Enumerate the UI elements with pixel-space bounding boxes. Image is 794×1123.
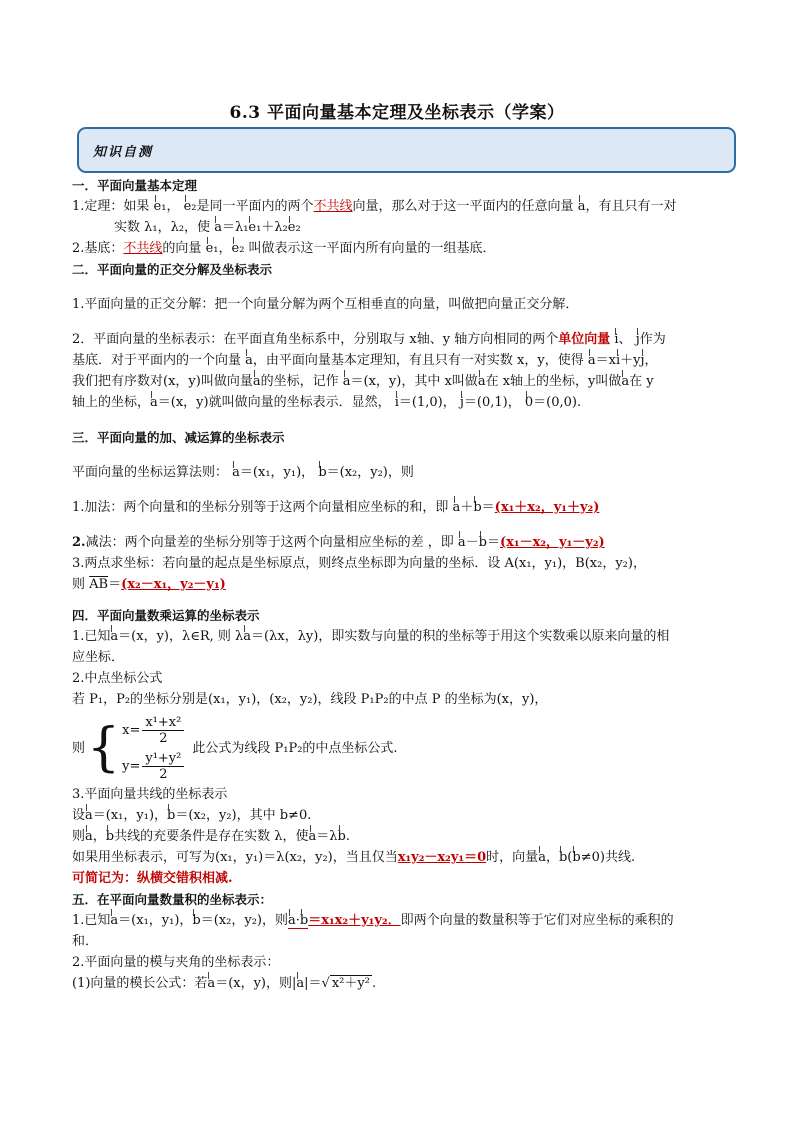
answer-collinear: x₁y₂－x₂y₁＝0 (397, 850, 487, 865)
s5-para-1: 1.已知a＝(x₁，y₁)，b＝(x₂，y₂)，则a·b＝x₁x₂＋y₁y₂．即两个向量的数量积等于它们对应坐标的乘积的 (72, 910, 722, 931)
section-5-heading: 五．在平面向量数量积的坐标表示： (72, 892, 273, 907)
vector-a: a (309, 826, 317, 847)
vector-b: b (106, 826, 114, 847)
vector-a: a (588, 350, 596, 371)
vector-a: a (85, 826, 93, 847)
section-3-heading: 三．平面向量的加、减运算的坐标表示 (72, 430, 285, 445)
vector-a: a (578, 196, 586, 217)
vector-a: a (232, 462, 240, 483)
vector-j: j (636, 329, 640, 350)
highlight-unit-vector: 单位向量 (558, 332, 611, 347)
s2-para-2: 2．平面向量的坐标表示：在平面直角坐标系中，分别取与 x轴、y 轴方向相同的两个单位向量 i、 j作为 (72, 329, 722, 350)
s4-collinear-condition: 则a，b共线的充要条件是存在实数 λ，使a＝λb. (72, 826, 722, 847)
midpoint-formula: 则 { x= $\frac{\text{x¹+x²}}{2}$ y= $\frac{\text{y¹+y²}}{2}$ 此公式为线段 P₁P₂的中点坐标公式. (72, 712, 722, 784)
s4-collinear-setup: 设a＝(x₁，y₁)，b＝(x₂，y₂)，其中 b≠0. (72, 805, 722, 826)
vector-b: b (318, 462, 326, 483)
content-body (72, 175, 722, 994)
s2-para-4: 我们把有序数对(x，y)叫做向量a的坐标，记作 a＝(x，y)，其中 x叫做a在 x轴上的坐标，y叫做a在 y (72, 371, 722, 392)
vector-a: a (296, 973, 304, 994)
vector-b: b (192, 910, 200, 931)
vector-zero: 0 (525, 392, 533, 413)
s4-para-1-cont: 应坐标． (72, 650, 125, 665)
vector-a: a (110, 626, 118, 647)
vector-e1: e₁ (154, 196, 167, 217)
s1-line-1: 1.定理：如果 e₁， e₂是同一平面内的两个不共线向量，那么对于这一平面内的任意向量 a，有且只有一对 (72, 196, 722, 217)
s3-addition: 1.加法：两个向量和的坐标分别等于这两个向量相应坐标的和，即 a＋b＝(x₁＋x₂，y₁＋y₂) (72, 497, 722, 518)
vector-a: a (207, 973, 215, 994)
vector-b: b (167, 805, 175, 826)
s2-para-5: 轴上的坐标，a＝(x，y)就叫做向量的坐标表示．显然， i＝(1,0)， j＝(0,1)， 0＝(0,0). (72, 392, 722, 413)
vector-a: a (343, 371, 351, 392)
vector-a: a (453, 497, 461, 518)
vector-e2: e₂ (232, 238, 245, 259)
vector-b: b (300, 910, 308, 931)
highlight-noncollinear: 不共线 (123, 241, 163, 256)
vector-a: a (150, 392, 158, 413)
vector-a: a (245, 350, 253, 371)
s4-collinear-heading: 3.平面向量共线的坐标表示 (72, 787, 228, 802)
s1-line-2: 实数 λ₁，λ₂，使 a＝λ₁e₁＋λ₂e₂ (72, 217, 722, 238)
vector-e2: e₂ (184, 196, 197, 217)
vector-b: b (473, 497, 481, 518)
s1-line-3: 2.基底：不共线的向量 e₁，e₂ 叫做表示这一平面内所有向量的一组基底． (72, 238, 722, 259)
vector-j: j (641, 350, 645, 371)
formula-y: y= $\frac{\text{y¹+y²}}{2}$ (122, 748, 186, 784)
vector-a: a (538, 847, 546, 868)
s3-rule: 平面向量的坐标运算法则： a＝(x₁，y₁)， b＝(x₂，y₂)，则 (72, 462, 722, 483)
formula-x: x= $\frac{\text{x¹+x²}}{2}$ (122, 712, 186, 748)
s4-midpoint-statement: 若 P₁，P₂的坐标分别是(x₁，y₁)，(x₂，y₂)，线段 P₁P₂的中点 P 的坐标为(x，y)， (72, 692, 548, 707)
s2-para-3: 基底．对于平面内的一个向量 a，由平面向量基本定理知，有且只有一对实数 x，y，使得 a＝xi＋yj， (72, 350, 722, 371)
vector-a: a (110, 910, 118, 931)
answer-addition: (x₁＋x₂，y₁＋y₂) (494, 500, 600, 515)
s4-midpoint-heading: 2.中点坐标公式 (72, 671, 163, 686)
vector-j: j (460, 392, 464, 413)
s5-para-3: (1)向量的模长公式：若a＝(x，y)，则|a|＝√ x²＋y² . (72, 973, 722, 994)
s4-collinear-coords: 如果用坐标表示，可写为(x₁，y₁)＝λ(x₂，y₂)，当且仅当x₁y₂－x₂y₁＝0时，向量a，b(b≠0)共线. (72, 847, 722, 868)
vector-a: a (253, 371, 261, 392)
section-4-heading: 四．平面向量数乘运算的坐标表示 (72, 608, 260, 623)
left-brace: { (87, 718, 121, 778)
vector-a: a (288, 910, 296, 931)
page-title: 6.3 平面向量基本定理及坐标表示（学案） (229, 103, 565, 123)
vector-b: b (338, 826, 346, 847)
s5-para-1-cont: 和． (72, 934, 99, 949)
answer-dot-product: ＝x₁x₂＋y₁y₂． (308, 913, 401, 928)
vector-i: i (616, 350, 620, 371)
highlight-noncollinear: 不共线 (313, 199, 353, 214)
s3-two-points: 3.两点求坐标：若向量的起点是坐标原点，则终点坐标即为向量的坐标．设 A(x₁，y₁)，B(x₂，y₂)， (72, 556, 646, 571)
s3-subtraction: 2.减法：两个向量差的坐标分别等于这两个向量相应坐标的差 ，即 a－b＝(x₁－x₂，y₁－y₂) (72, 532, 722, 553)
vector-ab: $\overline{AB}$ (89, 577, 109, 592)
radicand: x²＋y² (331, 976, 370, 991)
vector-b: b (479, 532, 487, 553)
vector-a: a (478, 371, 486, 392)
vector-e1: e₁ (206, 238, 219, 259)
vector-a: a (243, 626, 251, 647)
s4-memo: 可简记为：纵横交错积相减. (72, 871, 233, 886)
section-banner (77, 127, 736, 173)
vector-a: a (214, 217, 222, 238)
vector-a: a (621, 371, 629, 392)
section-2-heading: 二．平面向量的正交分解及坐标表示 (72, 262, 273, 277)
answer-subtraction: (x₁－x₂，y₁－y₂) (499, 535, 605, 550)
vector-b: b (559, 847, 567, 868)
vector-a: a (85, 805, 93, 826)
banner-label: 知识自测 (93, 145, 154, 160)
vector-e2: e₂ (288, 217, 301, 238)
answer-two-points: (x₂－x₁，y₂－y₁) (121, 577, 226, 592)
s4-para-1: 1.已知a＝(x，y)，λ∈R, 则 λa＝(λx，λy)，即实数与向量的积的坐标等于用这个实数乘以原来向量的相 (72, 626, 722, 647)
vector-i: i (614, 329, 618, 350)
s2-para-1: 1.平面向量的正交分解：把一个向量分解为两个互相垂直的向量，叫做把向量正交分解． (72, 297, 579, 312)
s5-para-2: 2.平面向量的模与夹角的坐标表示： (72, 955, 280, 970)
vector-b: b (572, 847, 580, 868)
section-1-heading: 一．平面向量基本定理 (72, 178, 198, 193)
s3-two-points-result: 则 $\overline{AB}=(x_2-x_1$，y₂－y₁) (72, 577, 226, 592)
vector-i: i (395, 392, 399, 413)
vector-a: a (458, 532, 466, 553)
vector-e1: e₁ (248, 217, 261, 238)
